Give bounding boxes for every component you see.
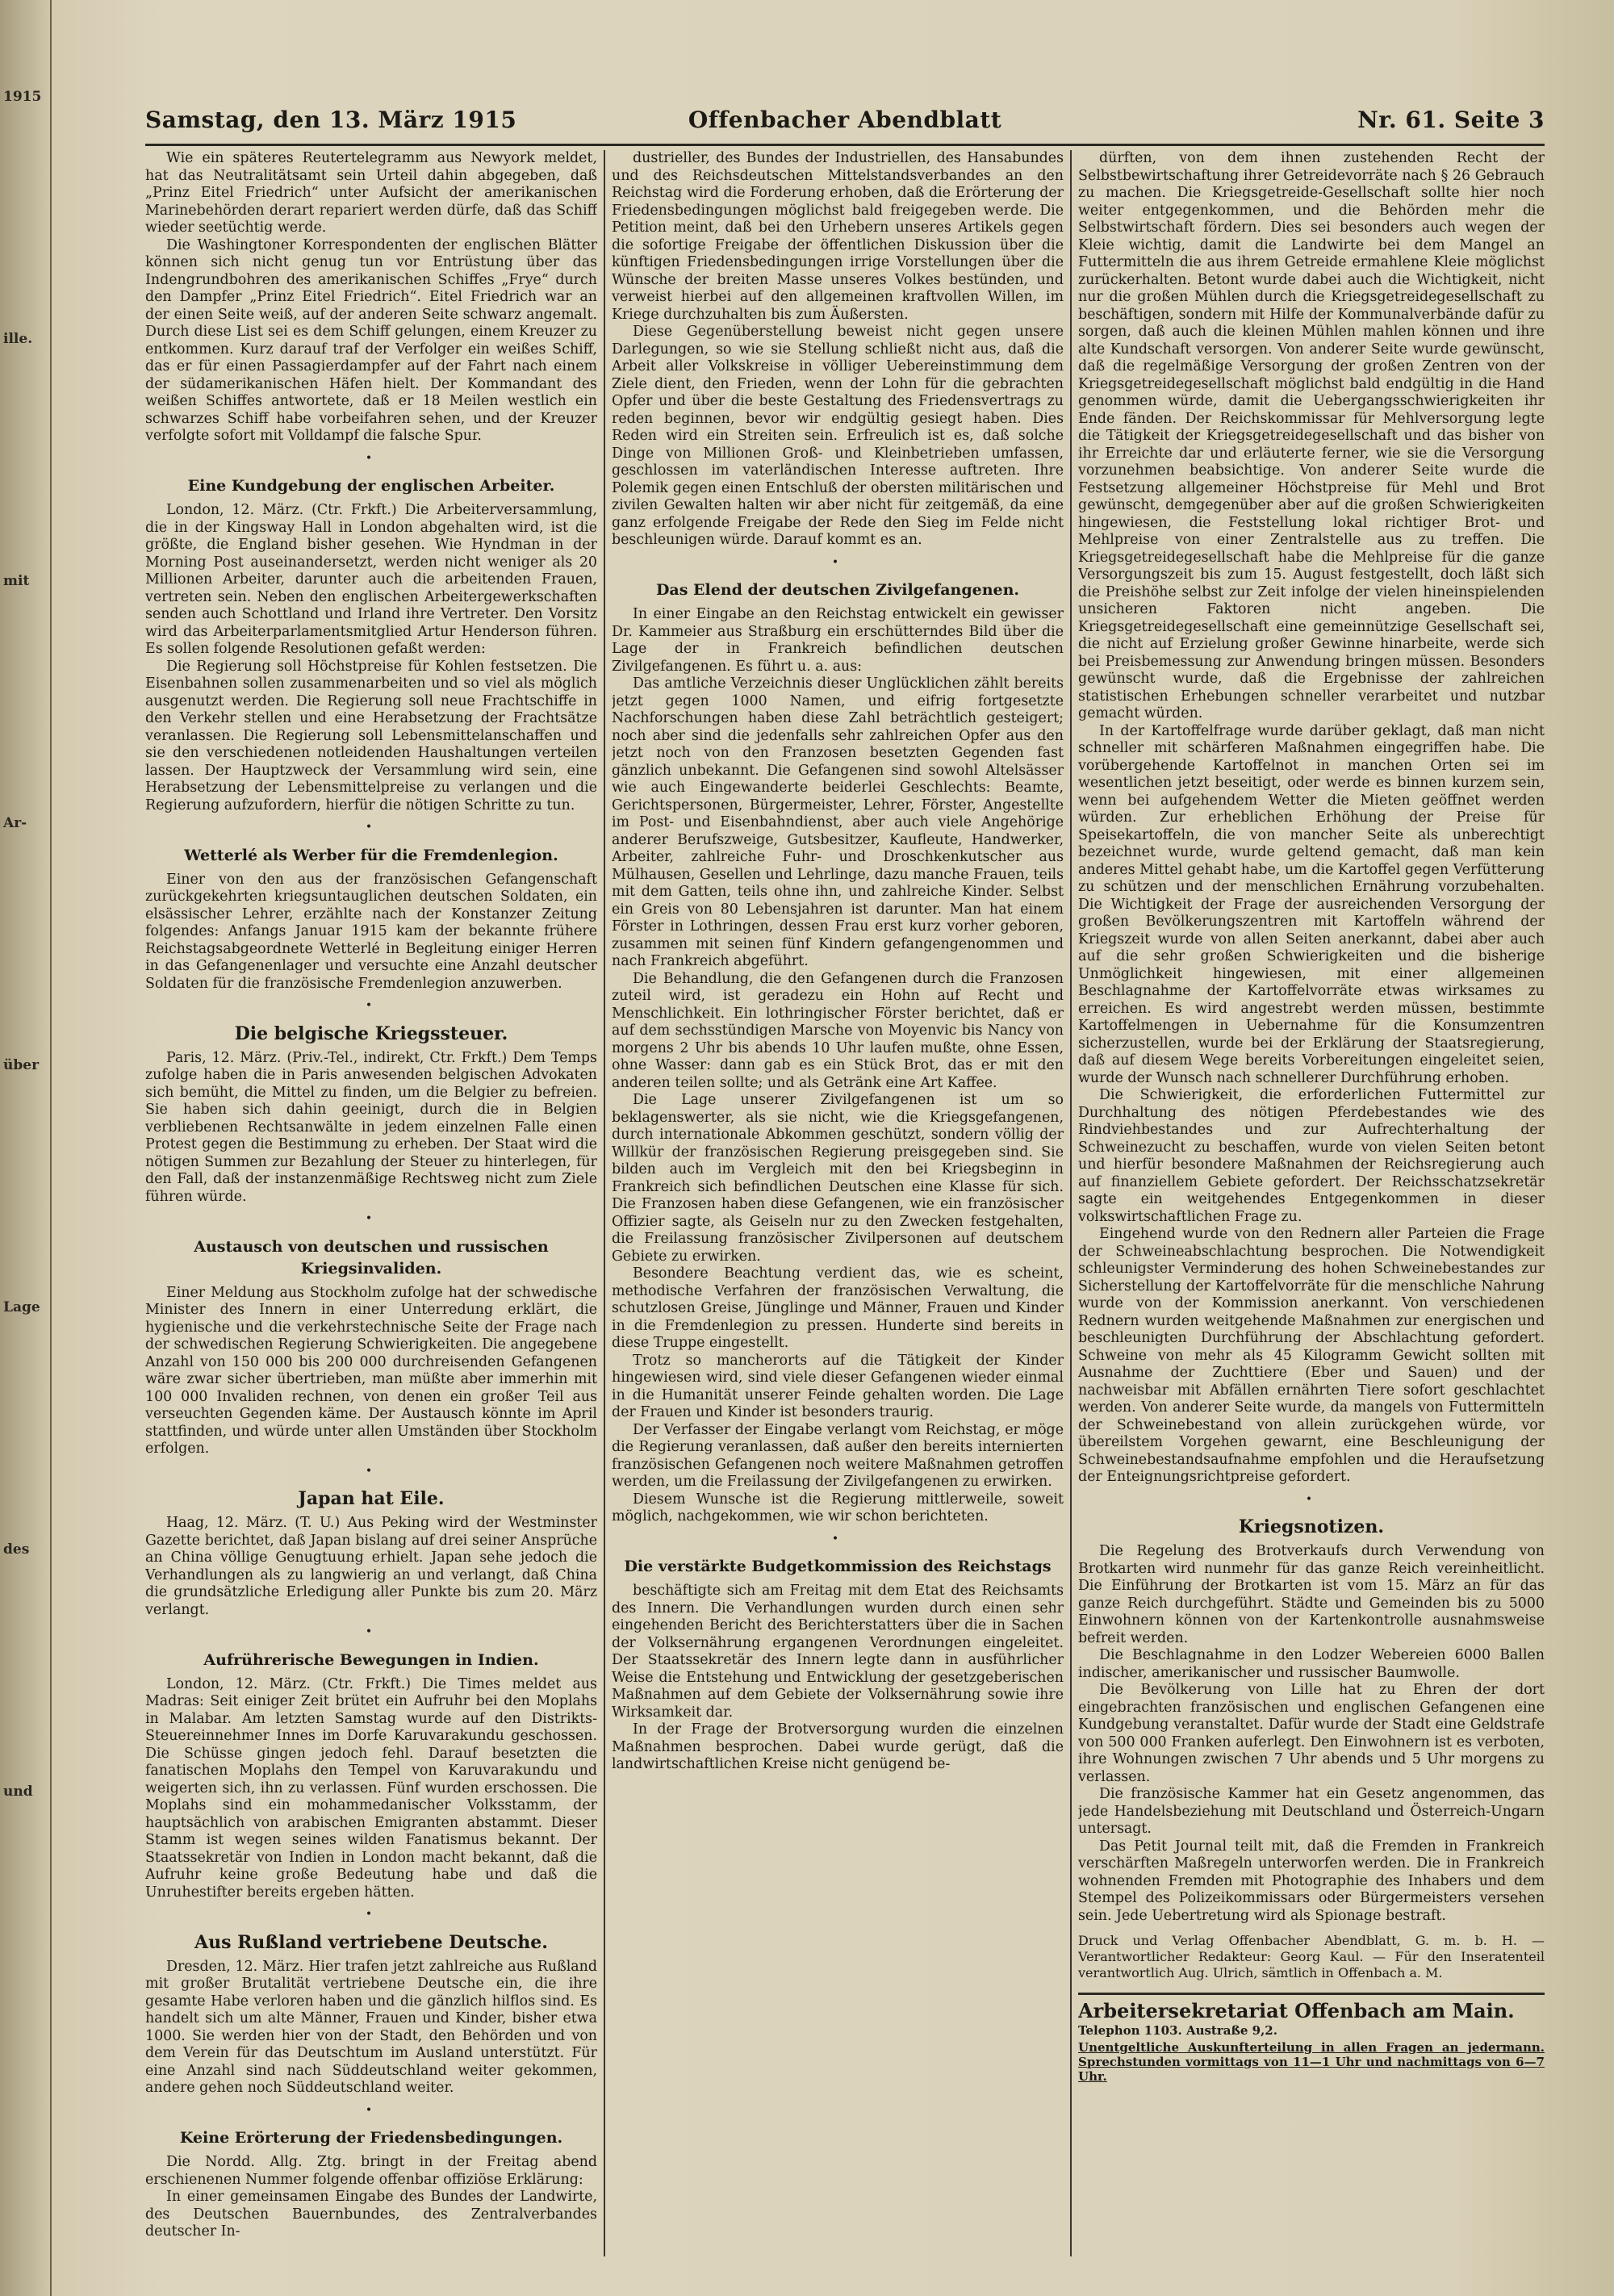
article-headline: Das Elend der deutschen Zivilgefangenen.	[655, 581, 1020, 599]
article-headline: Die belgische Kriegssteuer.	[234, 1023, 508, 1044]
article-paragraph: Die Behandlung, die den Gefangenen durch die Franzosen zuteil wird, ist geradezu ein Hohn auf Recht und Menschlichkeit. Ein lothringischer Förster berichtet, daß er auf dem sechsstündigen Marsche von Moyenvic bis Nancy von morgens 2 Uhr bis abends 10 Uhr laufen mußte, ohne Essen, ohne Wasser: dann gab es ein Stück Brot, das er mit den anderen teilen sollte; und als Getränk eine Art Kaffee.	[612, 970, 1064, 1091]
article-paragraph: Diesem Wunsche ist die Regierung mittlerweile, soweit möglich, nachgekommen, wie wir schon berichteten.	[612, 1491, 1064, 1524]
masthead-date: Samstag, den 13. März 1915	[145, 107, 517, 133]
article-headline: Austausch von deutschen und russischen Kriegsinvaliden.	[194, 1237, 549, 1278]
article-paragraph: dürften, von dem ihnen zustehenden Recht der Selbstbewirtschaftung ihrer Getreidevorräte nach § 26 Gebrauch zu machen. Die Kriegsgetreide-Gesellschaft sollte hier noch weiter entgegenkommen, und die Behörden mehr die Selbstwirtschaft fördern. Dies sei besonders auch wegen der Kleie wichtig, damit die Landwirte bei dem Mangel an Futtermitteln die aus ihrem Getreide ermahlene Kleie möglichst zurückerhalten. Betont wurde dabei auch die Wichtigkeit, nicht nur die großen Mühlen durch die Kriegsgetreidegesellschaft zu beschäftigen, sondern mit Hilfe der Kommunalverbände dafür zu sorgen, daß auch die kleinen Mühlen mahlen können und ihre alte Kundschaft versorgen. Von anderer Seite wurde gewünscht, daß die regelmäßige Versorgung der großen Zentren von der Kriegsgetreidegesellschaft möglichst bald endgültig in die Hand genommen würde, damit die Uebergangsschwierigkeiten ihr Ende fänden. Der Reichskommissar für Mehlversorgung legte die Tätigkeit der Kriegsgetreidegesellschaft und das bisher von ihr Erreichte dar und erläuterte ferner, wie sie die Versorgung vorzunehmen beabsichtige. Von anderer Seite wurde die Festsetzung allgemeiner Höchstpreise für Mehl und Brot gewünscht, demgegenüber aber auf die großen Schwierigkeiten hingewiesen, die Feststellung lokal richtiger Brot- und Mehlpreise von einer Zentralstelle aus zu treffen. Die Kriegsgetreidegesellschaft habe die Mehlpreise für die ganze Versorgungszeit bis zum 15. August festgestellt, doch läßt sich die Preishöhe selbst zur Zeit infolge der vielen hineinspielenden unsicheren Faktoren nicht angeben. Die Kriegsgetreidegesellschaft eine gemeinnützige Gesellschaft sei, die nicht auf Erzielung großer Gewinne hinarbeite, werde sich bei Preisbemessung zur Anwendung bringen müssen. Besonders gewünscht wurde, daß die Ergebnisse der zahlreichen statistischen Erhebungen schneller verarbeitet und nutzbar gemacht würden.	[1078, 150, 1545, 721]
article-paragraph: London, 12. März. (Ctr. Frkft.) Die Times meldet aus Madras: Seit einiger Zeit brütet ein Aufruhr bei den Moplahs in Malabar. Am letzten Samstag wurde auf den Distrikts-Steuereinnehmer Innes im Dorfe Karuvarakundu geschossen. Die Schüsse gingen jedoch fehl. Darauf besetzten die fanatischen Moplahs den Tempel von Karuvarakundu und weigerten sich, ihn zu verlassen. Fünf wurden erschossen. Die Moplahs sind ein mohammedanischer Volksstamm, der hauptsächlich von arabischen Emigranten abstammt. Dieser Stamm ist wegen seines wilden Fanatismus bekannt. Der Staatssekretär von Indien in London macht bekannt, daß die Aufruhr keine große Bedeutung habe und daß die Unruhestifter bereits ergeben hätten.	[145, 1675, 597, 1901]
article-separator: •	[365, 1625, 378, 1638]
article-paragraph: In einer Eingabe an den Reichstag entwickelt ein gewisser Dr. Kammeier aus Straßburg ein erschütterndes Bild über die Lage der in Frankreich befindlichen deutschen Zivilgefangenen. Es führt u. a. aus:	[612, 606, 1064, 675]
masthead	[145, 103, 1545, 146]
article-paragraph: Die Washingtoner Korrespondenten der englischen Blätter können sich nicht genug tun vor Entrüstung über das Indengrundbohren des amerikanischen Schiffes „Frye“ durch den Dampfer „Prinz Eitel Friedrich“. Eitel Friedrich war an der einen Seite weiß, auf der anderen Seite schwarz angemalt. Durch diese List sei es dem Schiff gelungen, einem Kreuzer zu entkommen. Kurz darauf traf der Verfolger ein weißes Schiff, das er für einen Passagierdampfer auf der Fahrt nach einem der südamerikanischen Häfen hielt. Der Kommandant des weißen Schiffes antwortete, daß er 18 Meilen westlich ein schwarzes Schiff habe vorbeifahren sehen, und der Kreuzer verfolgte sofort mit Volldampf die falsche Spur.	[145, 236, 597, 444]
article-separator: •	[365, 999, 378, 1012]
article-separator: •	[365, 451, 378, 465]
article-separator: •	[365, 821, 378, 834]
article	[145, 1236, 597, 1458]
article-paragraph: Trotz so mancherorts auf die Tätigkeit der Kinder hingewiesen wird, sind viele dieser Gefangenen wieder einmal in die Humanität unserer Feinde gehalten worden. Die Lage der Frauen und Kinder ist besonders traurig.	[612, 1352, 1064, 1420]
article-headline: Aus Rußland vertriebene Deutsche.	[194, 1931, 548, 1953]
adjacent-page-fragment: und	[3, 1784, 33, 1800]
advertisement-box	[1078, 1993, 1545, 2084]
article-paragraph: In der Frage der Brotversorgung wurden die einzelnen Maßnahmen besprochen. Dabei wurde gerügt, daß die landwirtschaftlichen Kreise nicht genügend be-	[612, 1721, 1064, 1772]
article-headline: Kriegsnotizen.	[1238, 1516, 1385, 1537]
article-separator: •	[365, 1908, 378, 1921]
article	[612, 150, 1064, 550]
article-paragraph: Die Beschlagnahme in den Lodzer Webereien 6000 Ballen indischer, amerikanischer und russischer Baumwolle.	[1078, 1647, 1545, 1681]
article-separator: •	[1305, 1492, 1318, 1506]
article-paragraph: Die französische Kammer hat ein Gesetz angenommen, das jede Handelsbeziehung mit Deutschland und Österreich-Ungarn untersagt.	[1078, 1786, 1545, 1837]
adjacent-page-strip	[0, 0, 52, 2296]
column-3	[1078, 150, 1545, 2256]
article-separator: •	[831, 555, 844, 569]
article-paragraph: Eingehend wurde von den Rednern aller Parteien die Frage der Schweineabschlachtung besprochen. Die Notwendigkeit schleunigster Verminderung des hohen Schweinebestandes zur Sicherstellung der Kartoffelvorräte für die menschliche Nahrung wurde von der Kommission anerkannt. Von verschiedenen Rednern wurden weitgehende Maßnahmen zur energischen und beschleunigten Durchführung der Abschlachtung gefordert. Schweine von mehr als 45 Kilogramm Gewicht sollten mit Ausnahme der Zuchttiere (Eber und Sauen) und der nachweisbar mit Abfällen ernährten Tiere sofort geschlachtet werden. Von anderer Seite wurde, da mangels von Futtermitteln der Schweinebestand von allein zurückgehen würde, vor übereilstem Vorgehen gewarnt, eine Beschleunigung der Schweinebestandsaufnahme empfohlen und die Heraufsetzung der Enteignungsrichtpreise gefordert.	[1078, 1226, 1545, 1485]
article-paragraph: London, 12. März. (Ctr. Frkft.) Die Arbeiterversammlung, die in der Kingsway Hall in London abgehalten wird, ist die größte, die England bisher gesehen. Wie Hyndman in der Morning Post auseinandersetzt, werden nicht weniger als 20 Millionen Arbeiter, darunter auch die arbeitenden Frauen, vertreten sein. Neben den englischen Arbeitergewerkschaften senden auch Schottland und Irland ihre Vertreter. Den Vorsitz wird das Arbeiterparlamentsmitglied Artur Henderson führen. Es sollen folgende Resolutionen gefaßt werden:	[145, 502, 597, 657]
article-headline: Japan hat Eile.	[298, 1488, 445, 1509]
article-paragraph: Das amtliche Verzeichnis dieser Unglücklichen zählt bereits jetzt gegen 1000 Namen, und eifrig fortgesetzte Nachforschungen haben diese Zahl beträchtlich gesteigert; noch aber sind die jedenfalls sehr zahlreichen Opfer aus den jetzt noch von den Franzosen besetzten Gegenden fast gänzlich unbekannt. Die Gefangenen sind sowohl Altelsässer wie auch Eingewanderte beiderlei Geschlechts: Beamte, Gerichtspersonen, Bürgermeister, Lehrer, Förster, Angestellte im Post- und Eisenbahndienst, aber auch viele Angehörige anderer Berufszweige, Gutsbesitzer, Kaufleute, Handwerker, Arbeiter, zahlreiche Fuhr- und Droschkenkutscher aus Mülhausen, Gesellen und Lehrlinge, dazu manche Frauen, teils mit dem Gatten, teils ohne ihn, und zahlreiche Kinder. Selbst ein Greis von 80 Lebensjahren ist darunter. Man hat einem Förster in Lothringen, dessen Frau erst kurz vorher geboren, zusammen mit seinen fünf Kindern gefangengenommen und nach Frankreich abgeführt.	[612, 675, 1064, 969]
article	[145, 845, 597, 993]
adjacent-page-fragment: Ar-	[3, 815, 27, 831]
article-paragraph: Die Bevölkerung von Lille hat zu Ehren der dort eingebrachten französischen und englischen Gefangenen eine Kundgebung veranstaltet. Dafür wurde der Stadt eine Geldstrafe von 500 000 Franken auferlegt. Den Einwohnern ist es verboten, ihre Wohnungen zwischen 7 Uhr abends und 5 Uhr morgens zu verlassen.	[1078, 1682, 1545, 1785]
article-paragraph: beschäftigte sich am Freitag mit dem Etat des Reichsamts des Innern. Die Verhandlungen wurden durch einen sehr eingehenden Bericht des Berichterstatters über die in Sachen der Volksernährung ergangenen Verordnungen eingeleitet. Der Staatssekretär des Innern legte dann in ausführlicher Weise die Entstehung und Entwicklung der gesetzgeberischen Maßnahmen auf dem Gebiete der Volksernährung sowie ihre Wirksamkeit dar.	[612, 1583, 1064, 1721]
article-paragraph: dustrieller, des Bundes der Industriellen, des Hansabundes und des Reichsdeutschen Mittelstandsverbandes an den Reichstag wird die Forderung erhoben, daß die Erörterung der Friedensbedingungen möglichst bald freigegeben werde. Die Petition meint, daß bei den Urhebern unseres Artikels gegen die sofortige Freigabe der öffentlichen Diskussion über die künftigen Friedensbedingungen irrige Vorstellungen über die Wünsche der breiten Masse unseres Volkes bestünden, und verweist hierbei auf den allgemeinen kraftvollen Willen, im Kriege durchzuhalten bis zum Äußersten.	[612, 150, 1064, 323]
article-paragraph: Haag, 12. März. (T. U.) Aus Peking wird der Westminster Gazette berichtet, daß Japan bislang auf drei seiner Ansprüche an China völlige Genugtuung erhielt. Japan sehe jedoch die Verhandlungen als zu langwierig an und verlangt, daß China die grundsätzliche Erledigung aller Punkte bis zum 20. März verlangt.	[145, 1515, 597, 1618]
article	[145, 150, 597, 445]
article-headline: Keine Erörterung der Friedensbedingungen.	[179, 2129, 563, 2147]
article-paragraph: In einer gemeinsamen Eingabe des Bundes der Landwirte, des Deutschen Bauernbundes, des Zentralverbandes deutscher In-	[145, 2189, 597, 2240]
article-paragraph: Die Schwierigkeit, die erforderlichen Futtermittel zur Durchhaltung des nötigen Pferdebestandes wie des Rindviehbestandes und zur Aufrechterhaltung der Schweinezucht zu beschaffen, wurde von vielen Seiten betont und hierfür besondere Maßnahmen der Reichsregierung auch auf finanziellem Gebiete gefordert. Der Reichsschatzsekretär sagte ein weitgehendes Entgegenkommen in dieser volkswirtschaftlichen Frage zu.	[1078, 1087, 1545, 1225]
article-paragraph: Das Petit Journal teilt mit, daß die Fremden in Frankreich verschärften Maßregeln unterworfen werden. Die in Frankreich wohnenden Fremden mit Photographie des Inhabers und dem Stempel des Polizeikommissars oder Bürgermeisters versehen sein. Jede Uebertretung wird als Spionage bestraft.	[1078, 1838, 1545, 1924]
article-paragraph: Paris, 12. März. (Priv.-Tel., indirekt, Ctr. Frkft.) Dem Temps zufolge haben die in Paris anwesenden belgischen Advokaten sich bemüht, die Mittel zu finden, um die Belgier zu befreien. Sie haben sich dahin geeinigt, durch die in Belgien verbliebenen Rechtsanwälte in jedem einzelnen Falle einen Protest gegen die Bestimmung zu erheben. Der Staat wird die nötigen Summen zur Bezahlung der Steuer zu hinterlegen, für den Fall, daß der instanzenmäßige Rechtsweg nicht zum Ziele führen würde.	[145, 1049, 597, 1205]
article-paragraph: Dresden, 12. März. Hier trafen jetzt zahlreiche aus Rußland mit großer Brutalität vertriebene Deutsche ein, die ihre gesamte Habe verloren haben und die gänzlich hilflos sind. Es handelt sich um alte Männer, Frauen und Kinder, bisher etwa 1000. Sie werden hier von der Stadt, den Behörden und von dem Verein für das Deutschtum im Ausland unterstützt. Für eine Anzahl sind nach Süddeutschland weiter gekommen, andere gehen noch Süddeutschland weiter.	[145, 1958, 597, 2096]
article-paragraph: In der Kartoffelfrage wurde darüber geklagt, daß man nicht schneller mit schärferen Maßnahmen eingegriffen habe. Die vorübergehende Kartoffelnot in manchen Orten sei im wesentlichen jetzt beseitigt, oder werde es binnen kurzem sein, wenn bei aufgehendem Wetter die Mieten geöffnet werden würden. Zur erheblichen Erhöhung der Preise für Speisekartoffeln, die von mancher Seite als unberechtigt bezeichnet wurde, wurde geltend gemacht, daß man kein anderes Mittel gehabt habe, um die Kartoffel gegen Verfütterung zu schützen und der menschlichen Ernährung vorzubehalten. Die Wichtigkeit der Frage der ausreichenden Versorgung der großen Bevölkerungszentren mit Kartoffeln während der Kriegszeit wurde von allen Seiten anerkannt, dabei aber auch auf die sehr großen Schwierigkeiten und die bisherige Unmöglichkeit hingewiesen, mit einer allgemeinen Beschlagnahme der Kartoffelvorräte etwas wirksames zu erreichen. Es wird angestrebt werden müssen, bestimmte Kartoffelmengen in Uebernahme für die Konsumzentren sicherzustellen, wurde bei der Erklärung der Staatsregierung, daß auf diesem Wege bereits Vorbereitungen eingeleitet seien, wurde der Wunsch nach schnellerer Durchführung erhoben.	[1078, 722, 1545, 1086]
masthead-title: Offenbacher Abendblatt	[688, 107, 1002, 133]
article-paragraph: Besondere Beachtung verdient das, wie es scheint, methodische Verfahren der französischen Verwaltung, die schutzlosen Greise, Jünglinge und Männer, Frauen und Kinder in die Fremdenlegion zu pressen. Hunderte sind bereits in diese Truppe eingestellt.	[612, 1265, 1064, 1351]
column-2	[612, 150, 1064, 2256]
adjacent-page-fragment: des	[3, 1541, 30, 1558]
adjacent-page-fragment: ille.	[3, 331, 33, 347]
article	[145, 1932, 597, 2097]
article-paragraph: Wie ein späteres Reutertelegramm aus Newyork meldet, hat das Neutralitätsamt sein Urteil dahin abgegeben, daß „Prinz Eitel Friedrich“ unter Aufsicht der amerikanischen Marinebehörden derart repariert werden dürfe, daß das Schiff wieder seetüchtig werde.	[145, 150, 597, 236]
article-paragraph: Die Regierung soll Höchstpreise für Kohlen festsetzen. Die Eisenbahnen sollen zusammenarbeiten und so viel als möglich ausgenutzt werden. Die Regierung soll neue Frachtschiffe in den Verkehr stellen und eine Herabsetzung der Frachtsätze veranlassen. Die Regierung soll Lebensmittelanschaffen und sie den verschiedenen notleidenden Haushaltungen verteilen lassen. Der Hauptzweck der Versammlung wird sein, eine Herabsetzung der Lebensmittelpreise zu verlangen und die Regierung aufzufordern, hierfür die nötigen Schritte zu tun.	[145, 658, 597, 813]
article	[612, 1556, 1064, 1774]
article-headline: Aufrührerische Bewegungen in Indien.	[203, 1650, 539, 1669]
imprint: Druck und Verlag Offenbacher Abendblatt, G. m. b. H. — Verantwortlicher Redakteur: Georg Kaul. — Für den Inseratenteil verantwortlich Aug. Ulrich, sämtlich in Offenbach a. M.	[1078, 1933, 1545, 1980]
article-paragraph: Die Regelung des Brotverkaufs durch Verwendung von Brotkarten wird nunmehr für das ganze Reich vereinheitlicht. Die Einführung der Brotkarten ist vom 15. März an für das ganze Reich durchgeführt. Städte und Gemeinden bis zu 5000 Einwohnern können von der Kartenkontrolle ausnahmsweise befreit werden.	[1078, 1543, 1545, 1646]
article-paragraph: Einer Meldung aus Stockholm zufolge hat der schwedische Minister des Innern in einer Unterredung erklärt, die hygienische und die verkehrstechnische Seite der Frage nach der schwedischen Regierung Schwierigkeiten. Die angegebene Anzahl von 150 000 bis 200 000 durchreisenden Gefangenen wäre zwar sicher übertrieben, man müßte aber immerhin mit 100 000 Invaliden rechnen, von denen ein großer Teil aus verseuchten Gegenden käme. Der Austausch könnte im April stattfinden, und würde unter allen Umständen über Stockholm erfolgen.	[145, 1284, 597, 1457]
advertisement-title: Arbeitersekretariat Offenbach am Main.	[1078, 1999, 1515, 2022]
article-paragraph: Die Nordd. Allg. Ztg. bringt in der Freitag abend erschienenen Nummer folgende offenbar offiziöse Erklärung:	[145, 2154, 597, 2188]
advertisement-text: Unentgeltliche Auskunfterteilung in allen Fragen an jedermann. Sprechstunden vormittags von 11—1 Uhr und nachmittags von 6—7 Uhr.	[1078, 2039, 1545, 2084]
article-separator: •	[831, 1532, 844, 1545]
article	[612, 579, 1064, 1526]
article-separator: •	[365, 1464, 378, 1478]
article	[145, 475, 597, 814]
article	[1078, 150, 1545, 1487]
article-separator: •	[365, 2103, 378, 2117]
article-headline: Wetterlé als Werber für die Fremdenlegion.	[184, 846, 558, 864]
adjacent-page-fragment: über	[3, 1057, 40, 1073]
column-rule	[604, 150, 605, 2256]
article-headline: Eine Kundgebung der englischen Arbeiter.	[187, 477, 555, 495]
adjacent-page-fragment: Lage	[3, 1299, 40, 1315]
column-1	[145, 150, 597, 2256]
article	[1078, 1516, 1545, 1925]
adjacent-page-fragment: mit	[3, 573, 30, 589]
article-paragraph: Diese Gegenüberstellung beweist nicht gegen unsere Darlegungen, so wie sie Stellung schließt nicht aus, daß die Arbeit aller Volkskreise in völliger Uebereinstimmung dem Ziele dient, den Frieden, wenn der Lohn für die gebrachten Opfer und über die beste Gestaltung des Friedensvertrags zu reden beginnen, bevor wir endgültig gesiegt haben. Dies Reden wird ein Streiten sein. Erfreulich ist es, daß solche Dinge von Millionen Groß- und Kleinbetrieben umfassen, geschlossen im vaterländischen Interesse auftreten. Ihre Polemik gegen einen Entschluß der obersten militärischen und zivilen Gewalten halten wir aber nicht für zeitgemäß, da eine ganz erfolgende Freigabe der Rede den Sieg im Felde nicht beschleunigen würde. Darauf kommt es an.	[612, 324, 1064, 548]
article-paragraph: Der Verfasser der Eingabe verlangt vom Reichstag, er möge die Regierung veranlassen, daß außer den bereits internierten französischen Gefangenen noch weitere Maßnahmen getroffen werden, um die Freilassung der Zivilgefangenen zu erwirken.	[612, 1421, 1064, 1490]
column-rule	[1070, 150, 1072, 2256]
masthead-page-number: Nr. 61. Seite 3	[1357, 107, 1545, 133]
article-paragraph: Die Lage unserer Zivilgefangenen ist um so beklagenswerter, als sie nicht, wie die Kriegsgefangenen, durch internationale Abkommen geschützt, sondern völlig der Willkür der französischen Regierung preisgegeben sind. Sie bilden auch im Vergleich mit den bei Kriegsbeginn in Frankreich sich befindlichen Deutschen eine Klasse für sich. Die Franzosen haben diese Gefangenen, wie ein französischer Offizier sagte, als Geiseln nur zu den Zwecken festgehalten, die Freilassung französischer Zivilpersonen auf deutschem Gebiete zu erwirken.	[612, 1092, 1064, 1265]
article	[145, 1488, 597, 1619]
adjacent-page-fragment: 1915	[3, 89, 42, 105]
newspaper-page	[145, 103, 1545, 2266]
article-separator: •	[365, 1212, 378, 1225]
article-headline: Die verstärkte Budgetkommission des Reichstags	[624, 1558, 1052, 1575]
article-paragraph: Einer von den aus der französischen Gefangenschaft zurückgekehrten kriegsuntauglichen deutschen Soldaten, ein elsässischer Lehrer, erzählte nach der Konstanzer Zeitung folgendes: Anfangs Januar 1915 kam der bekannte frühere Reichstagsabgeordnete Wetterlé in Begleitung einiger Herren in das Gefangenenlager und versuchte eine Anzahl deutscher Soldaten für die französische Fremdenlegion anzuwerben.	[145, 871, 597, 992]
article	[145, 1650, 597, 1902]
article	[145, 2127, 597, 2241]
article	[145, 1023, 597, 1207]
advertisement-telephone: Telephon 1103. Austraße 9,2.	[1078, 2023, 1277, 2038]
